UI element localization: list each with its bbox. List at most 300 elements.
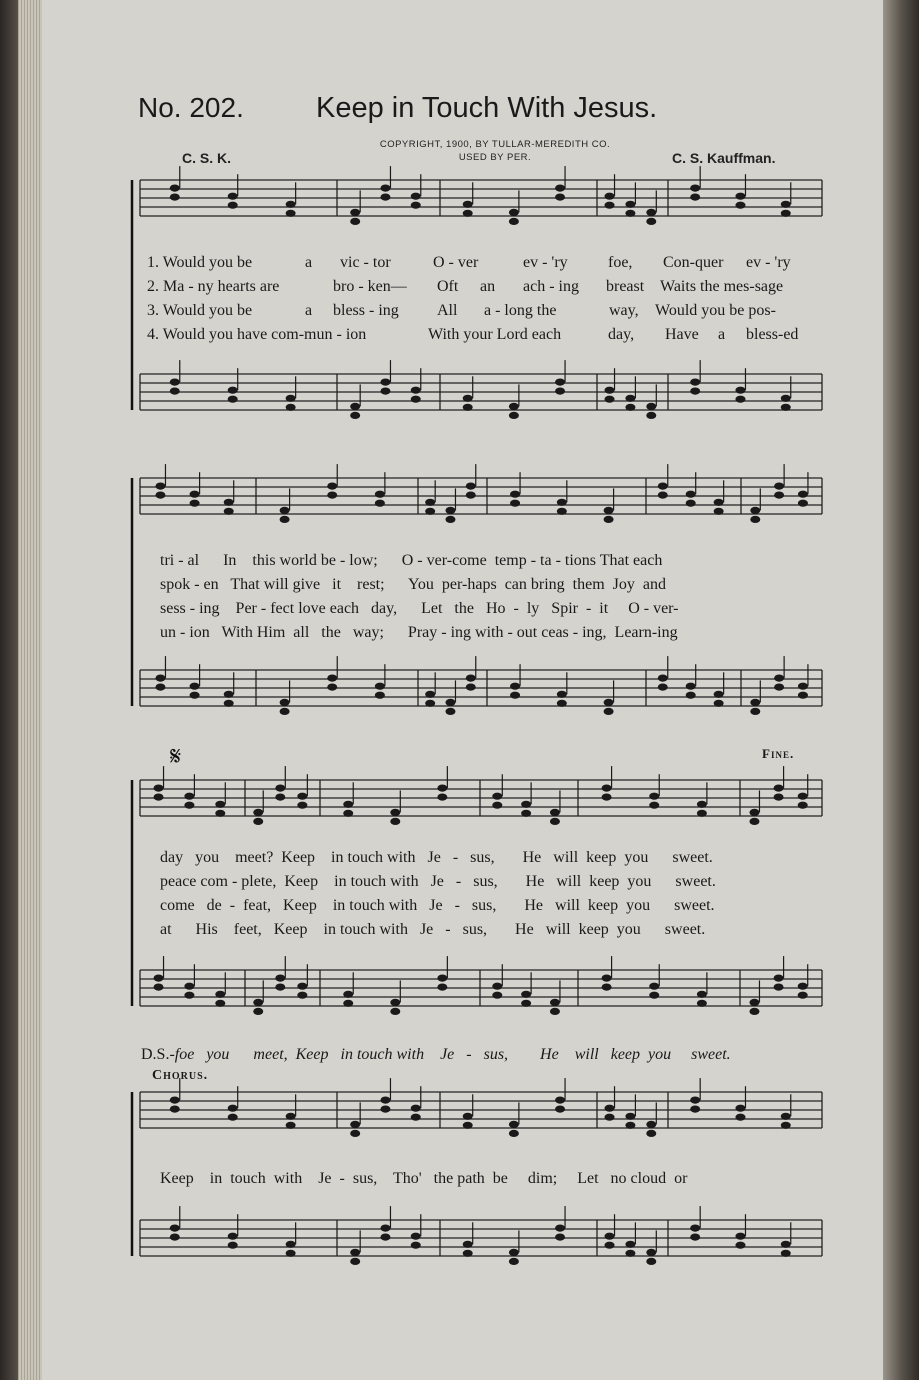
bass-staff-1-note [228,387,238,394]
treble-staff-2-note [445,516,455,523]
bass-staff-2-note [224,700,234,707]
bass-staff-chorus-note [555,1225,565,1232]
bass-staff-3-note [297,983,307,990]
bass-staff-1-note [781,404,791,411]
bass-staff-2-note [750,708,760,715]
verse-4-line-1 [0,326,919,346]
bass-staff-1-note [646,403,656,410]
bass-staff-2-note [750,699,760,706]
treble-staff-2-note [604,516,614,523]
bass-staff-1-note [690,388,700,395]
bass-staff-1-note [411,396,421,403]
bass-staff-3-note [749,999,759,1006]
treble-staff-2-note [750,516,760,523]
bass-staff-3-note [798,992,808,999]
treble-staff-2-note [658,483,668,490]
treble-staff-2-note [155,492,165,499]
bass-staff-chorus-note [735,1233,745,1240]
treble-staff-3-note [275,794,285,801]
treble-staff-3-note [184,793,194,800]
verse-3-line-3: come de - feat, Keep in touch with Je - sus, He will keep you sweet. [160,897,715,914]
bass-staff-2-note [604,708,614,715]
bass-staff-1-note [555,388,565,395]
treble-staff-chorus-note [625,1122,635,1129]
bass-staff-2-note [510,683,520,690]
treble-staff-chorus-note [735,1105,745,1112]
verse-4-line-3: at His feet, Keep in touch with Je - sus, He will keep you sweet. [160,921,706,938]
bass-staff-3-note [253,1008,263,1015]
bass-staff-chorus-note [286,1250,296,1257]
bass-staff-chorus-note [781,1241,791,1248]
treble-staff-3-note [774,785,784,792]
bass-staff-3-note [343,1000,353,1007]
bass-staff-1-note [350,412,360,419]
treble-staff-1-note [781,210,791,217]
treble-staff-chorus-note [781,1113,791,1120]
bass-staff-1-note [735,387,745,394]
bass-staff-3-note [275,984,285,991]
treble-staff-1-note [411,193,421,200]
treble-staff-1-note [625,201,635,208]
lyric: Waits the mes-sage [660,278,784,295]
bass-staff-chorus-note [411,1242,421,1249]
treble-staff-chorus-note [228,1105,238,1112]
bass-staff-3-note [798,983,808,990]
verse-3-line-2: sess - ing Per - fect love each day, Let the Ho - ly Spir - it O - ver- [160,600,679,617]
bass-staff-2-note [686,692,696,699]
bass-staff-3-note [550,999,560,1006]
bass-staff-1-note [411,387,421,394]
treble-staff-2-note [466,483,476,490]
bass-staff-1-note [380,379,390,386]
bass-staff-2-note [190,683,200,690]
bass-staff-chorus-note [411,1233,421,1240]
treble-staff-3-note [798,802,808,809]
treble-staff-chorus-note [646,1121,656,1128]
treble-staff-2-note [425,508,435,515]
bass-staff-chorus-note [646,1258,656,1265]
treble-staff-3-note [390,809,400,816]
treble-staff-3-note [390,818,400,825]
bass-staff-3-note [649,983,659,990]
bass-staff-2-note [557,691,567,698]
treble-staff-3-note [275,785,285,792]
bass-staff-2-note [155,684,165,691]
hymn-number: No. 202. [138,92,244,123]
bass-staff-2-note [190,692,200,699]
bass-staff-3-note [343,991,353,998]
verse-1-line-3: day you meet? Keep in touch with Je - sus, He will keep you sweet. [160,849,713,866]
treble-staff-2-note [327,492,337,499]
bass-staff-2-note [798,692,808,699]
copyright-line: COPYRIGHT, 1900, BY TULLAR-MEREDITH CO. [379,139,611,150]
lyric: Oft [437,278,459,295]
bass-staff-2-note [798,683,808,690]
bass-staff-chorus-note [170,1225,180,1232]
bass-staff-chorus-note [286,1241,296,1248]
bass-staff-3-note [602,975,612,982]
bass-staff-2-note [658,684,668,691]
treble-staff-2-note [686,491,696,498]
treble-staff-chorus-note [380,1106,390,1113]
bass-staff-2-note [557,700,567,707]
bass-staff-2-note [280,708,290,715]
lyric: an [480,278,496,295]
lyric: With your Lord each [428,326,562,343]
bass-staff-2-note [224,691,234,698]
bass-staff-2-note [445,699,455,706]
treble-staff-2-note [445,507,455,514]
treble-staff-1-note [350,218,360,225]
bass-staff-2-note [466,675,476,682]
treble-staff-1-note [735,202,745,209]
bass-staff-1-note [605,396,615,403]
bass-staff-2-note [327,684,337,691]
bass-staff-chorus-note [605,1233,615,1240]
treble-staff-3-note [343,801,353,808]
treble-staff-2-note [190,491,200,498]
bass-staff-1-note [228,396,238,403]
bass-staff-2-note [280,699,290,706]
bass-staff-chorus-note [646,1249,656,1256]
chorus-label: Chorus. [152,1068,209,1083]
bass-staff-chorus-note [625,1241,635,1248]
treble-staff-chorus-note [781,1122,791,1129]
bass-staff-3-note [390,999,400,1006]
bass-staff-3-note [774,975,784,982]
lyric: a - long the [484,302,557,319]
bass-staff-chorus-note [350,1258,360,1265]
treble-staff-1-note [350,209,360,216]
lyric: bro - ken— [333,278,407,295]
treble-staff-3-note [550,809,560,816]
fine-marking: Fine. [762,746,795,761]
bass-staff-3-note [649,992,659,999]
treble-staff-chorus-note [690,1106,700,1113]
treble-staff-3-note [297,793,307,800]
lyric: way, [609,302,639,319]
treble-staff-2-note [510,491,520,498]
treble-staff-2-note [280,507,290,514]
bass-staff-1-note [286,395,296,402]
bass-staff-chorus-note [350,1249,360,1256]
treble-staff-chorus-note [605,1114,615,1121]
bass-staff-1-note [690,379,700,386]
bass-staff-1-note [646,412,656,419]
treble-staff-2-note [375,491,385,498]
bass-staff-3-note [749,1008,759,1015]
words-author: C. S. K. [182,150,232,166]
bass-staff-2-note [774,684,784,691]
bass-staff-chorus-note [170,1234,180,1241]
treble-staff-1-note [605,202,615,209]
treble-staff-3-note [649,793,659,800]
bass-staff-3-note [154,975,164,982]
treble-staff-3-note [437,785,447,792]
bass-staff-3-note [184,983,194,990]
ds-label: D.S.- [141,1046,175,1063]
bass-staff-2-note [375,683,385,690]
treble-staff-1-note [781,201,791,208]
treble-staff-3-note [749,818,759,825]
treble-staff-chorus-note [380,1097,390,1104]
treble-staff-1-note [646,218,656,225]
treble-staff-chorus-note [350,1130,360,1137]
treble-staff-chorus-note [646,1130,656,1137]
bass-staff-chorus-note [463,1250,473,1257]
lyric: a [718,326,726,343]
hymn-title: Keep in Touch With Jesus. [316,92,658,124]
treble-staff-3-note [253,818,263,825]
bass-staff-2-note [327,675,337,682]
bass-staff-2-note [714,700,724,707]
bass-staff-1-note [509,412,519,419]
bass-staff-1-note [170,379,180,386]
lyric: 3. Would you be [147,302,253,319]
treble-staff-3-note [184,802,194,809]
bass-staff-3-note [437,984,447,991]
bass-staff-3-note [215,1000,225,1007]
bass-staff-2-note [686,683,696,690]
bass-staff-chorus-note [463,1241,473,1248]
treble-staff-1-note [509,218,519,225]
verse-2-line-1 [0,278,919,298]
bass-staff-3-note [697,991,707,998]
treble-staff-1-note [690,185,700,192]
bass-staff-3-note [492,983,502,990]
ds-lyrics: foe you meet, Keep in touch with Je - sus, He will keep you sweet. [174,1046,731,1063]
bass-staff-2-note [466,684,476,691]
treble-staff-2-note [155,483,165,490]
treble-staff-chorus-note [509,1130,519,1137]
bass-staff-1-note [286,404,296,411]
treble-staff-3-note [521,801,531,808]
bass-staff-chorus-note [625,1250,635,1257]
verse-2-line-2: spok - en That will give it rest; You per-haps can bring them Joy and [160,576,666,593]
treble-staff-chorus-note [555,1106,565,1113]
treble-staff-2-note [190,500,200,507]
treble-staff-chorus-note [555,1097,565,1104]
bass-staff-3-note [390,1008,400,1015]
treble-staff-2-note [686,500,696,507]
treble-staff-1-note [555,185,565,192]
treble-staff-2-note [774,483,784,490]
treble-staff-chorus-note [735,1114,745,1121]
lyric: Have [665,326,699,343]
treble-staff-3-note [437,794,447,801]
treble-staff-3-note [774,794,784,801]
treble-staff-chorus-note [463,1122,473,1129]
treble-staff-1-note [509,209,519,216]
treble-staff-3-note [215,801,225,808]
treble-staff-chorus-note [286,1122,296,1129]
lyric: day, [608,326,635,343]
treble-staff-3-note [521,810,531,817]
bass-staff-1-note [350,403,360,410]
treble-staff-chorus-note [625,1113,635,1120]
bass-staff-3-note [184,992,194,999]
treble-staff-3-note [297,802,307,809]
treble-staff-2-note [750,507,760,514]
treble-staff-3-note [154,785,164,792]
treble-staff-chorus-note [170,1097,180,1104]
treble-staff-2-note [557,499,567,506]
treble-staff-2-note [798,500,808,507]
lyric: 2. Ma - ny hearts are [147,278,280,295]
bass-staff-2-note [658,675,668,682]
treble-staff-2-note [280,516,290,523]
bass-staff-3-note [297,992,307,999]
treble-staff-1-note [170,185,180,192]
treble-staff-1-note [411,202,421,209]
bass-staff-1-note [781,395,791,402]
bass-staff-3-note [275,975,285,982]
lyric: Con-quer [663,254,724,271]
lyric: bless-ed [746,326,799,343]
music-author: C. S. Kauffman. [672,150,776,166]
treble-staff-1-note [463,201,473,208]
bass-staff-1-note [735,396,745,403]
bass-staff-1-note [625,395,635,402]
treble-staff-2-note [658,492,668,499]
bass-staff-3-note [697,1000,707,1007]
treble-staff-chorus-note [690,1097,700,1104]
bass-staff-3-note [154,984,164,991]
bass-staff-chorus-note [735,1242,745,1249]
bass-staff-chorus-note [380,1225,390,1232]
bass-staff-2-note [375,692,385,699]
treble-staff-3-note [492,793,502,800]
lyric: All [437,302,458,319]
treble-staff-2-note [425,499,435,506]
treble-staff-2-note [375,500,385,507]
treble-staff-3-note [492,802,502,809]
treble-staff-2-note [510,500,520,507]
lyric: O - ver [433,254,479,271]
bass-staff-2-note [714,691,724,698]
treble-staff-3-note [602,785,612,792]
bass-staff-chorus-note [781,1250,791,1257]
lyric: ev - 'ry [523,254,568,271]
verse-1-line-2: tri - al In this world be - low; O - ver-come temp - ta - tions That each [160,552,663,569]
bass-staff-2-note [445,708,455,715]
bass-staff-1-note [605,387,615,394]
treble-staff-2-note [224,499,234,506]
lyric: ach - ing [523,278,579,295]
lyric: Would you be pos- [655,302,776,319]
bass-staff-chorus-note [605,1242,615,1249]
treble-staff-2-note [798,491,808,498]
bass-staff-3-note [774,984,784,991]
treble-staff-1-note [625,210,635,217]
treble-staff-2-note [604,507,614,514]
treble-staff-3-note [749,809,759,816]
treble-staff-2-note [714,508,724,515]
treble-staff-2-note [466,492,476,499]
treble-staff-2-note [224,508,234,515]
treble-staff-1-note [690,194,700,201]
treble-staff-chorus-note [411,1105,421,1112]
chorus-line: Keep in touch with Je - sus, Tho' the path be dim; Let no cloud or [160,1170,688,1187]
verse-2-line-3: peace com - plete, Keep in touch with Je - sus, He will keep you sweet. [160,873,716,890]
treble-staff-chorus-note [463,1113,473,1120]
lyric: bless - ing [333,302,399,319]
treble-staff-3-note [697,810,707,817]
treble-staff-3-note [602,794,612,801]
treble-staff-1-note [286,210,296,217]
treble-staff-1-note [646,209,656,216]
treble-staff-chorus-note [411,1114,421,1121]
bass-staff-2-note [510,692,520,699]
treble-staff-chorus-note [509,1121,519,1128]
bass-staff-2-note [774,675,784,682]
treble-staff-3-note [550,818,560,825]
treble-staff-3-note [798,793,808,800]
treble-staff-chorus-note [605,1105,615,1112]
treble-staff-chorus-note [170,1106,180,1113]
lyric: foe, [608,254,633,271]
bass-staff-chorus-note [690,1225,700,1232]
used-by-line: USED BY PER. [458,152,532,163]
bass-staff-1-note [625,404,635,411]
treble-staff-1-note [286,201,296,208]
verse-1-line-1 [0,254,919,274]
lyric: ev - 'ry [746,254,791,271]
bass-staff-chorus-note [228,1242,238,1249]
treble-staff-1-note [555,194,565,201]
verse-4-line-2: un - ion With Him all the way; Pray - ing with - out ceas - ing, Learn-ing [160,624,678,641]
bass-staff-chorus-note [509,1258,519,1265]
bass-staff-1-note [463,395,473,402]
treble-staff-3-note [215,810,225,817]
lyric: vic - tor [340,254,391,271]
treble-staff-1-note [463,210,473,217]
treble-staff-1-note [605,193,615,200]
treble-staff-1-note [228,202,238,209]
bass-staff-3-note [602,984,612,991]
bass-staff-2-note [155,675,165,682]
lyric: 1. Would you be [147,254,253,271]
treble-staff-1-note [170,194,180,201]
bass-staff-3-note [437,975,447,982]
bass-staff-2-note [425,700,435,707]
treble-staff-chorus-note [228,1114,238,1121]
bass-staff-3-note [215,991,225,998]
treble-staff-3-note [697,801,707,808]
verse-3-line-1 [0,302,919,322]
lyric: a [305,302,313,319]
bass-staff-2-note [425,691,435,698]
segno-sign: 𝄋 [170,742,182,772]
bass-staff-3-note [521,991,531,998]
treble-staff-2-note [557,508,567,515]
treble-staff-1-note [735,193,745,200]
bass-staff-chorus-note [690,1234,700,1241]
treble-staff-3-note [343,810,353,817]
lyric: breast [606,278,645,295]
bass-staff-3-note [521,1000,531,1007]
treble-staff-chorus-note [350,1121,360,1128]
bass-staff-1-note [509,403,519,410]
treble-staff-chorus-note [286,1113,296,1120]
bass-staff-3-note [253,999,263,1006]
treble-staff-2-note [774,492,784,499]
treble-staff-1-note [380,185,390,192]
treble-staff-1-note [380,194,390,201]
treble-staff-3-note [649,802,659,809]
bass-staff-chorus-note [380,1234,390,1241]
bass-staff-1-note [463,404,473,411]
